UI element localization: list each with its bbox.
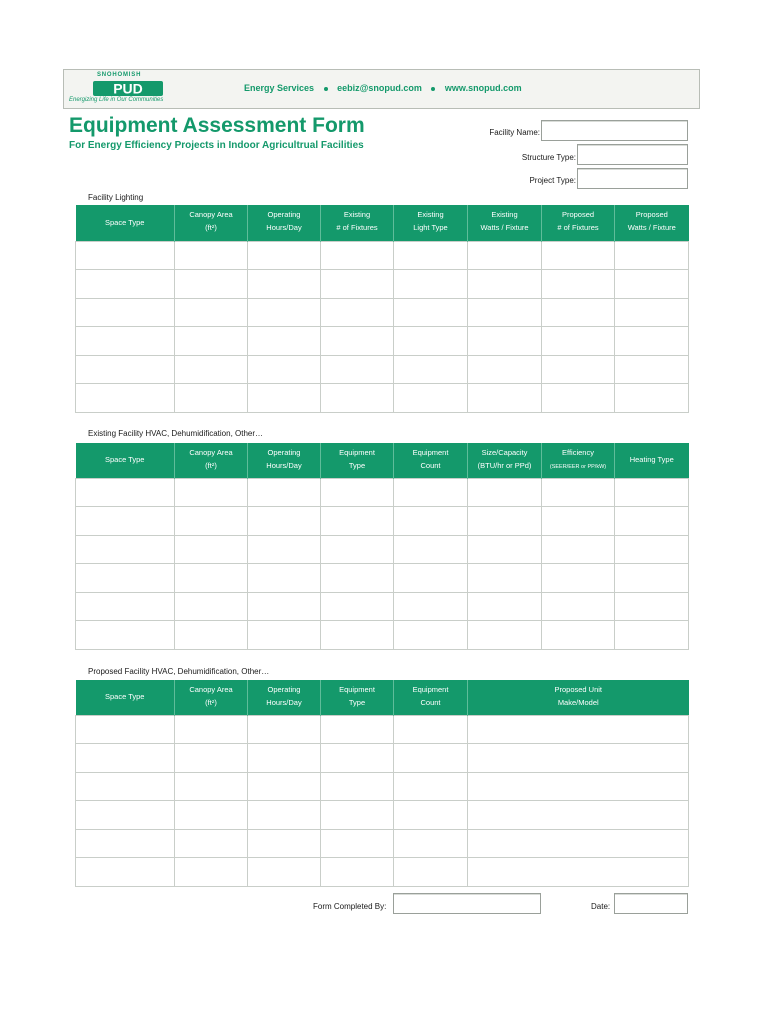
column-header-proposed-of-fixtures	[542, 205, 615, 241]
entry-cell[interactable]	[321, 507, 394, 536]
proposed-hvac-section-title: Proposed Facility HVAC, Dehumidification, Other…	[88, 667, 270, 676]
entry-cell[interactable]	[321, 270, 394, 299]
entry-cell[interactable]	[76, 355, 175, 384]
entry-cell[interactable]	[175, 270, 248, 299]
lighting-header-row	[76, 205, 689, 241]
entry-cell[interactable]	[76, 270, 175, 299]
entry-cell[interactable]	[321, 715, 394, 744]
entry-cell[interactable]	[248, 564, 321, 593]
column-header-line: Equipment	[339, 448, 375, 457]
entry-cell[interactable]	[175, 241, 248, 270]
column-header-equipment-count	[394, 680, 468, 715]
column-header-line: (SEER/EER or PP/kW)	[549, 463, 607, 470]
column-header-line: Watts / Fixture	[480, 222, 529, 232]
table-row	[76, 384, 689, 413]
entry-cell[interactable]	[468, 858, 689, 887]
entry-cell[interactable]	[542, 241, 615, 270]
entry-cell[interactable]	[468, 241, 542, 270]
entry-cell[interactable]	[321, 327, 394, 356]
table-row	[76, 715, 689, 744]
existing-hvac-section-title: Existing Facility HVAC, Dehumidification, Other…	[88, 429, 264, 438]
entry-cell[interactable]	[248, 298, 321, 327]
entry-cell[interactable]	[542, 298, 615, 327]
date-field[interactable]	[614, 893, 688, 914]
entry-cell[interactable]	[394, 772, 468, 801]
column-header-canopy-area-ft	[175, 680, 248, 715]
column-header-line: (ft²)	[205, 697, 217, 707]
existing-hvac-table	[75, 443, 689, 650]
table-row	[76, 478, 689, 507]
table-row	[76, 772, 689, 801]
entry-cell[interactable]	[468, 327, 542, 356]
facility-name-field[interactable]	[541, 120, 688, 141]
entry-cell[interactable]	[394, 858, 468, 887]
entry-cell[interactable]	[468, 298, 542, 327]
column-header-line: Heating Type	[629, 455, 674, 464]
column-header-canopy-area-ft	[175, 443, 248, 478]
entry-cell[interactable]	[542, 270, 615, 299]
column-header-equipment-type	[321, 443, 394, 478]
table-row	[76, 270, 689, 299]
entry-cell[interactable]	[321, 592, 394, 621]
entry-cell[interactable]	[175, 592, 248, 621]
column-header-proposed-watts-fixture	[615, 205, 689, 241]
column-header-line: Watts / Fixture	[627, 222, 676, 232]
entry-cell[interactable]	[468, 384, 542, 413]
entry-cell[interactable]	[76, 507, 175, 536]
completed-by-label: Form Completed By:	[313, 902, 387, 911]
entry-cell[interactable]	[615, 298, 689, 327]
entry-cell[interactable]	[175, 384, 248, 413]
entry-cell[interactable]	[468, 801, 689, 830]
table-row	[76, 858, 689, 887]
column-header-line: Operating	[267, 685, 301, 694]
contact-line	[244, 83, 522, 93]
column-header-line: Space Type	[105, 692, 145, 701]
column-header-line: # of Fixtures	[336, 222, 378, 232]
entry-cell[interactable]	[468, 715, 689, 744]
facility-name-label: Facility Name:	[489, 128, 540, 137]
entry-cell[interactable]	[175, 298, 248, 327]
entry-cell[interactable]	[542, 621, 615, 650]
entry-cell[interactable]	[394, 801, 468, 830]
entry-cell[interactable]	[468, 829, 689, 858]
table-row	[76, 355, 689, 384]
column-header-line: Efficiency	[562, 448, 594, 457]
entry-cell[interactable]	[175, 478, 248, 507]
entry-cell[interactable]	[615, 507, 689, 536]
entry-cell[interactable]	[321, 384, 394, 413]
entry-cell[interactable]	[175, 327, 248, 356]
column-header-line: Existing	[343, 210, 371, 219]
entry-cell[interactable]	[394, 478, 468, 507]
entry-cell[interactable]	[394, 829, 468, 858]
entry-cell[interactable]	[321, 298, 394, 327]
entry-cell[interactable]	[321, 478, 394, 507]
entry-cell[interactable]	[175, 621, 248, 650]
entry-cell[interactable]	[542, 355, 615, 384]
entry-cell[interactable]	[321, 829, 394, 858]
column-header-existing-watts-fixture	[468, 205, 542, 241]
entry-cell[interactable]	[76, 829, 175, 858]
entry-cell[interactable]	[76, 715, 175, 744]
date-label: Date:	[591, 902, 611, 911]
entry-cell[interactable]	[321, 535, 394, 564]
entry-cell[interactable]	[248, 478, 321, 507]
structure-type-label: Structure Type:	[521, 153, 576, 162]
column-header-existing-of-fixtures	[321, 205, 394, 241]
entry-cell[interactable]	[321, 621, 394, 650]
column-header-line: Equipment	[412, 448, 449, 457]
column-header-line: (ft²)	[205, 222, 217, 232]
entry-cell[interactable]	[248, 621, 321, 650]
column-header-line: Operating	[267, 448, 301, 457]
entry-cell[interactable]	[468, 507, 542, 536]
existing-hvac-header-row	[76, 443, 689, 478]
table-row	[76, 507, 689, 536]
table-row	[76, 241, 689, 270]
entry-cell[interactable]	[175, 801, 248, 830]
entry-cell[interactable]	[394, 535, 468, 564]
column-header-line: # of Fixtures	[557, 222, 599, 232]
entry-cell[interactable]	[542, 592, 615, 621]
entry-cell[interactable]	[615, 621, 689, 650]
entry-cell[interactable]	[615, 592, 689, 621]
entry-cell[interactable]	[248, 715, 321, 744]
entry-cell[interactable]	[394, 744, 468, 773]
column-header-line: (BTU/hr or PPd)	[477, 460, 532, 470]
structure-type-field[interactable]	[577, 144, 688, 165]
column-header-line: Existing	[417, 210, 444, 219]
entry-cell[interactable]	[394, 384, 468, 413]
entry-cell[interactable]	[321, 744, 394, 773]
form-title: Equipment Assessment Form	[69, 114, 365, 137]
bullet-icon	[431, 87, 435, 91]
entry-cell[interactable]	[76, 241, 175, 270]
entry-cell[interactable]	[175, 744, 248, 773]
entry-cell[interactable]	[248, 535, 321, 564]
column-header-line: Type	[348, 697, 366, 707]
column-header-operating-hours-day	[248, 443, 321, 478]
column-header-size-capacity-btu-hr-or-ppd	[468, 443, 542, 478]
entry-cell[interactable]	[542, 327, 615, 356]
project-type-field[interactable]	[577, 168, 688, 189]
entry-cell[interactable]	[468, 355, 542, 384]
column-header-line: Canopy Area	[189, 685, 233, 694]
email-link[interactable]: eebiz@snopud.com	[337, 83, 422, 93]
proposed-hvac-header-row	[76, 680, 689, 715]
completed-by-field[interactable]	[393, 893, 541, 914]
entry-cell[interactable]	[615, 384, 689, 413]
table-row	[76, 298, 689, 327]
entry-cell[interactable]	[321, 241, 394, 270]
entry-cell[interactable]	[321, 801, 394, 830]
column-header-line: Hours/Day	[266, 697, 302, 707]
column-header-line: Size/Capacity	[481, 448, 528, 457]
column-header-operating-hours-day	[248, 205, 321, 241]
entry-cell[interactable]	[76, 744, 175, 773]
entry-cell[interactable]	[615, 270, 689, 299]
table-row	[76, 327, 689, 356]
entry-cell[interactable]	[175, 564, 248, 593]
entry-cell[interactable]	[542, 478, 615, 507]
entry-cell[interactable]	[76, 592, 175, 621]
entry-cell[interactable]	[248, 384, 321, 413]
entry-cell[interactable]	[76, 478, 175, 507]
entry-cell[interactable]	[175, 858, 248, 887]
entry-cell[interactable]	[468, 621, 542, 650]
form-subtitle: For Energy Efficiency Projects in Indoor Agricultrual Facilities	[69, 140, 364, 151]
entry-cell[interactable]	[615, 564, 689, 593]
entry-cell[interactable]	[76, 327, 175, 356]
entry-cell[interactable]	[248, 829, 321, 858]
entry-cell[interactable]	[468, 564, 542, 593]
entry-cell[interactable]	[248, 355, 321, 384]
entry-cell[interactable]	[76, 564, 175, 593]
entry-cell[interactable]	[468, 772, 689, 801]
entry-cell[interactable]	[615, 535, 689, 564]
column-header-line: Proposed Unit	[554, 685, 603, 694]
entry-cell[interactable]	[468, 535, 542, 564]
column-header-heating-type	[615, 443, 689, 478]
table-row	[76, 801, 689, 830]
entry-cell[interactable]	[248, 858, 321, 887]
entry-cell[interactable]	[394, 355, 468, 384]
entry-cell[interactable]	[175, 355, 248, 384]
entry-cell[interactable]	[468, 270, 542, 299]
entry-cell[interactable]	[394, 621, 468, 650]
table-row	[76, 592, 689, 621]
entry-cell[interactable]	[468, 478, 542, 507]
entry-cell[interactable]	[321, 355, 394, 384]
column-header-space-type	[76, 205, 175, 241]
entry-cell[interactable]	[76, 772, 175, 801]
header-bar	[63, 69, 700, 109]
entry-cell[interactable]	[468, 592, 542, 621]
entry-cell[interactable]	[542, 384, 615, 413]
entry-cell[interactable]	[321, 772, 394, 801]
snopud-logo	[67, 72, 179, 106]
entry-cell[interactable]	[248, 327, 321, 356]
logo-tagline: Energizing Life in Our Communities	[69, 97, 164, 103]
entry-cell[interactable]	[394, 298, 468, 327]
column-header-proposed-unit-make-model	[468, 680, 689, 715]
entry-cell[interactable]	[615, 355, 689, 384]
column-header-line: Equipment	[412, 685, 449, 694]
logo-top-text: SNOHOMISH	[97, 72, 142, 78]
entry-cell[interactable]	[468, 744, 689, 773]
column-header-line: Light Type	[413, 222, 448, 232]
column-header-space-type	[76, 443, 175, 478]
entry-cell[interactable]	[76, 298, 175, 327]
table-row	[76, 829, 689, 858]
entry-cell[interactable]	[394, 270, 468, 299]
entry-cell[interactable]	[175, 507, 248, 536]
entry-cell[interactable]	[248, 270, 321, 299]
entry-cell[interactable]	[76, 858, 175, 887]
entry-cell[interactable]	[394, 507, 468, 536]
pud-logo-mark	[93, 81, 163, 96]
lighting-section-title: Facility Lighting	[88, 193, 144, 202]
column-header-line: Proposed	[561, 210, 595, 219]
table-row	[76, 535, 689, 564]
column-header-line: Existing	[491, 210, 518, 219]
column-header-space-type	[76, 680, 175, 715]
logo-main-text: PUD	[113, 81, 143, 96]
contact-label: Energy Services	[244, 83, 315, 93]
column-header-line: Space Type	[105, 217, 145, 227]
entry-cell[interactable]	[76, 535, 175, 564]
entry-cell[interactable]	[175, 829, 248, 858]
entry-cell[interactable]	[542, 564, 615, 593]
column-header-line: Canopy Area	[189, 210, 233, 219]
column-header-equipment-type	[321, 680, 394, 715]
column-header-line: Hours/Day	[266, 222, 302, 232]
column-header-line: Count	[420, 460, 441, 470]
column-header-line: Make/Model	[557, 697, 599, 707]
entry-cell[interactable]	[76, 384, 175, 413]
entry-cell[interactable]	[248, 801, 321, 830]
column-header-canopy-area-ft	[175, 205, 248, 241]
column-header-existing-light-type	[394, 205, 468, 241]
column-header-line: Equipment	[339, 685, 375, 694]
entry-cell[interactable]	[394, 564, 468, 593]
entry-cell[interactable]	[248, 507, 321, 536]
website-link[interactable]: www.snopud.com	[444, 83, 522, 93]
table-row	[76, 564, 689, 593]
project-type-label: Project Type:	[529, 176, 576, 185]
entry-cell[interactable]	[394, 327, 468, 356]
entry-cell[interactable]	[394, 592, 468, 621]
entry-cell[interactable]	[321, 564, 394, 593]
column-header-line: Type	[348, 460, 366, 470]
entry-cell[interactable]	[615, 327, 689, 356]
entry-cell[interactable]	[248, 744, 321, 773]
bullet-icon	[324, 87, 328, 91]
column-header-line: Canopy Area	[189, 448, 233, 457]
entry-cell[interactable]	[615, 241, 689, 270]
entry-cell[interactable]	[542, 507, 615, 536]
entry-cell[interactable]	[175, 715, 248, 744]
column-header-operating-hours-day	[248, 680, 321, 715]
entry-cell[interactable]	[542, 535, 615, 564]
entry-cell[interactable]	[76, 801, 175, 830]
entry-cell[interactable]	[76, 621, 175, 650]
table-row	[76, 744, 689, 773]
column-header-line: Count	[420, 697, 441, 707]
entry-cell[interactable]	[615, 478, 689, 507]
column-header-line: Operating	[267, 210, 301, 219]
proposed-hvac-table	[75, 680, 689, 887]
entry-cell[interactable]	[394, 241, 468, 270]
column-header-equipment-count	[394, 443, 468, 478]
lighting-table	[75, 205, 689, 413]
entry-cell[interactable]	[248, 592, 321, 621]
entry-cell[interactable]	[175, 535, 248, 564]
entry-cell[interactable]	[175, 772, 248, 801]
column-header-efficiency-seer-eer-or-pp-kw	[542, 443, 615, 478]
entry-cell[interactable]	[321, 858, 394, 887]
entry-cell[interactable]	[248, 241, 321, 270]
column-header-line: Space Type	[105, 455, 145, 464]
table-row	[76, 621, 689, 650]
entry-cell[interactable]	[248, 772, 321, 801]
column-header-line: Proposed	[635, 210, 668, 219]
entry-cell[interactable]	[394, 715, 468, 744]
column-header-line: (ft²)	[205, 460, 217, 470]
column-header-line: Hours/Day	[266, 460, 302, 470]
